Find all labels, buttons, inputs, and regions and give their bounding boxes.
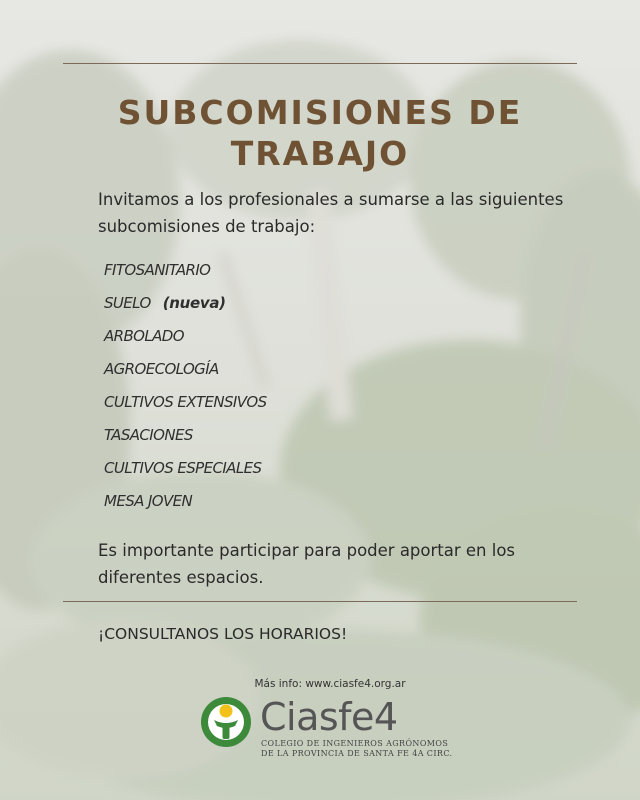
closing-text: Es importante participar para poder aportar en los diferentes espacios. — [98, 541, 516, 587]
subcommittee-name: CULTIVOS EXTENSIVOS — [104, 393, 267, 411]
more-info-link[interactable]: Más info: www.ciasfe4.org.ar — [254, 678, 406, 690]
subcommittee-list — [104, 258, 267, 522]
subcommittee-name: CULTIVOS ESPECIALES — [104, 459, 262, 477]
list-item — [104, 291, 267, 324]
call-to-action: ¡CONSULTANOS LOS HORARIOS! — [98, 625, 348, 643]
title-line-1: SUBCOMISIONES DE — [117, 93, 523, 132]
brand-name: Ciasfe4 — [260, 695, 398, 739]
page-title — [60, 92, 580, 174]
subcommittee-name: MESA JOVEN — [104, 492, 193, 510]
subcommittee-name: FITOSANITARIO — [104, 261, 211, 279]
subcommittee-name: AGROECOLOGÍA — [104, 360, 219, 378]
ciasfe4-logo-icon — [200, 696, 252, 748]
list-item — [104, 324, 267, 357]
list-item — [104, 423, 267, 456]
list-item — [104, 258, 267, 291]
list-item — [104, 357, 267, 390]
top-divider — [63, 63, 577, 64]
subcommittee-name: TASACIONES — [104, 426, 193, 444]
list-item — [104, 390, 267, 423]
org-line-2: DE LA PROVINCIA DE SANTA FE 4A CIRC. — [261, 749, 453, 758]
subcommittee-name: SUELO — [104, 294, 151, 312]
org-line-1: COLEGIO DE INGENIEROS AGRÓNOMOS — [261, 739, 449, 748]
list-item — [104, 489, 267, 522]
title-line-2: TRABAJO — [230, 134, 410, 173]
subcommittee-name: ARBOLADO — [104, 327, 184, 345]
ciasfe4-logo — [198, 694, 458, 766]
list-item — [104, 456, 267, 489]
new-tag: (nueva) — [162, 294, 226, 312]
bottom-divider — [63, 601, 577, 602]
intro-text: Invitamos a los profesionales a sumarse a las siguientes subcomisiones de trabajo: — [98, 190, 564, 236]
organization-name — [261, 739, 453, 759]
